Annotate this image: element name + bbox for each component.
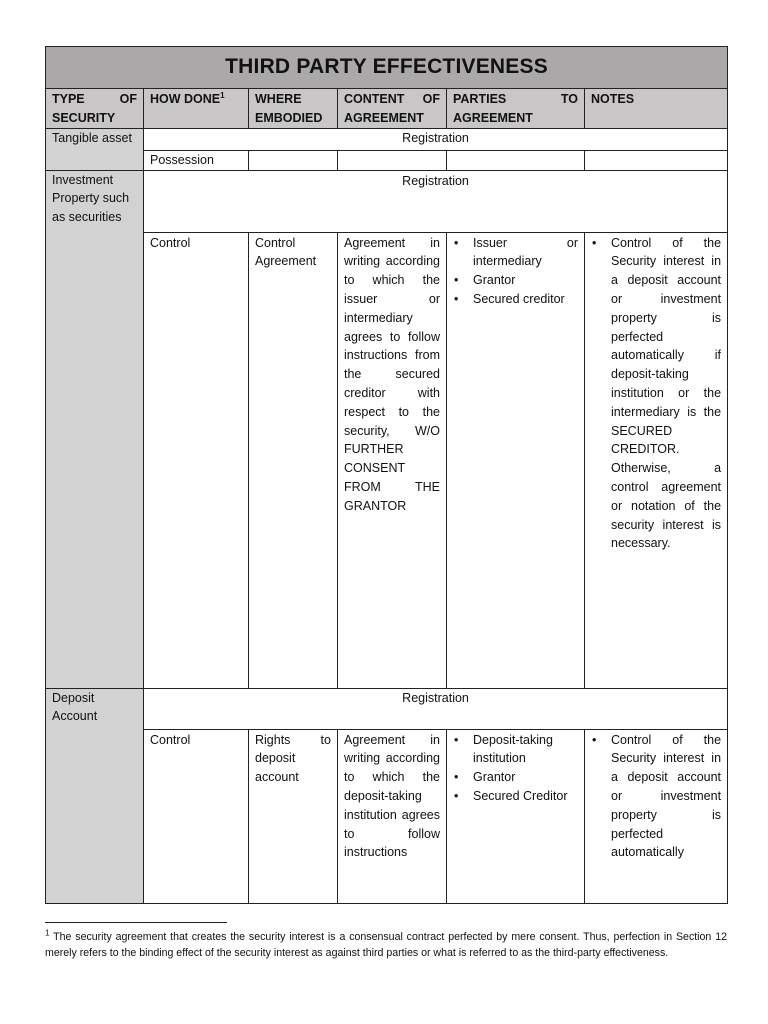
type-deposit-account: Deposit Account (46, 688, 144, 903)
header-where-embodied: WHERE EMBODIED (249, 89, 338, 129)
list-item: • Secured Creditor (473, 787, 578, 806)
header-row (46, 89, 728, 129)
investment-notes (585, 232, 728, 688)
tangible-possession: Possession (144, 150, 249, 170)
table-row (46, 232, 728, 688)
footnote-number: 1 (45, 928, 50, 938)
investment-content: Agreement in writing according to which the issuer or intermediary agrees to follow instructions from the secured creditor with respect to the security, W/O FURTHER CONSENT FROM THE GRANTOR (338, 232, 447, 688)
deposit-parties-list (453, 731, 578, 806)
deposit-where-embodied: Rights to deposit account (249, 729, 338, 903)
empty-cell (338, 150, 447, 170)
investment-how-done: Control (144, 232, 249, 688)
deposit-notes (585, 729, 728, 903)
header-how-done-label: HOW DONE (150, 92, 221, 106)
list-item: • Grantor (473, 768, 578, 787)
header-type-of-security: TYPE OF SECURITY (46, 89, 144, 129)
footnote-text: The security agreement that creates the security interest is a consensual contract perfected by mere consent. Thus, perfection in Section 12 merely refers to the binding effect of the security interest as against third parties or what is referred to as the third-party effectiveness. (45, 931, 727, 959)
investment-notes-list (591, 234, 721, 554)
type-investment-property: Investment Property such as securities (46, 170, 144, 688)
deposit-registration: Registration (144, 688, 728, 729)
list-item: • Deposit-taking institution (473, 731, 578, 769)
empty-cell (249, 150, 338, 170)
type-tangible-asset: Tangible asset (46, 128, 144, 170)
tangible-registration: Registration (144, 128, 728, 150)
footnote-ref: 1 (220, 90, 225, 100)
investment-registration: Registration (144, 170, 728, 232)
table-row (46, 170, 728, 232)
third-party-effectiveness-table (45, 46, 728, 904)
deposit-parties (447, 729, 585, 903)
header-parties-to-agreement: PARTIES TO AGREEMENT (447, 89, 585, 129)
empty-cell (447, 150, 585, 170)
table-row (46, 729, 728, 903)
deposit-content: Agreement in writing according to which the deposit-taking institution agrees to follow instructions (338, 729, 447, 903)
investment-where-embodied: Control Agreement (249, 232, 338, 688)
header-content-of-agreement: CONTENT OF AGREEMENT (338, 89, 447, 129)
list-item: • Grantor (473, 271, 578, 290)
list-item: • Secured creditor (473, 290, 578, 309)
header-notes: NOTES (585, 89, 728, 129)
table-title: THIRD PARTY EFFECTIVENESS (46, 47, 728, 89)
table-row (46, 150, 728, 170)
list-item: • Control of the Security interest in a deposit account or investment property is perfected automatically if deposit-taking institution or the intermediary is the SECURED CREDITOR. Otherwise, a control agreement or notation of the security interest is necessary. (611, 234, 721, 554)
deposit-how-done: Control (144, 729, 249, 903)
deposit-notes-list (591, 731, 721, 863)
header-how-done (144, 89, 249, 129)
list-item: • Control of the Security interest in a deposit account or investment property is perfected automatically (611, 731, 721, 863)
investment-parties (447, 232, 585, 688)
table-row (46, 128, 728, 150)
footnote (45, 930, 727, 961)
list-item: • Issuer or intermediary (473, 234, 578, 272)
table-row (46, 688, 728, 729)
empty-cell (585, 150, 728, 170)
investment-parties-list (453, 234, 578, 309)
footnote-separator (45, 922, 227, 923)
